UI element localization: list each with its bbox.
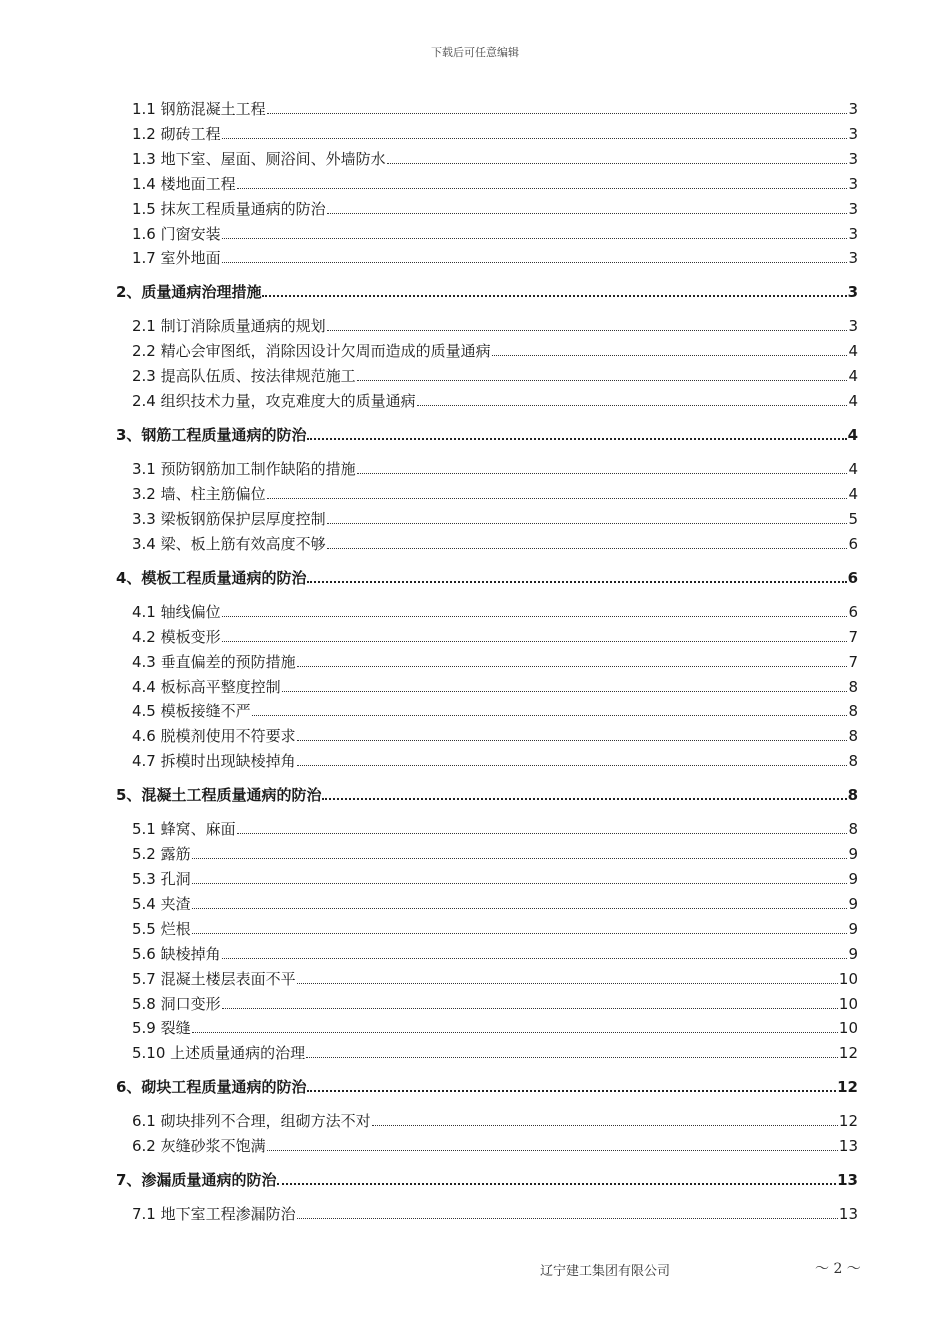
toc-entry-title: 7、渗漏质量通病的防治 (116, 1171, 277, 1190)
toc-entry-title: 6、砌块工程质量通病的防治 (116, 1078, 307, 1097)
toc-dot-leader (222, 261, 848, 263)
toc-entry-page: 9 (848, 944, 858, 963)
toc-subsection-entry[interactable] (132, 534, 858, 554)
toc-dot-leader (222, 640, 848, 642)
toc-subsection-entry[interactable] (132, 751, 858, 771)
toc-subsection-entry[interactable] (132, 602, 858, 622)
toc-entry-page: 3 (848, 100, 858, 118)
toc-subsection-entry[interactable] (132, 844, 858, 864)
toc-entry-page: 13 (837, 1171, 858, 1190)
toc-dot-leader (297, 764, 848, 766)
toc-entry-title: 4、模板工程质量通病的防治 (116, 568, 307, 587)
toc-dot-leader (327, 547, 848, 549)
toc-entry-page: 7 (848, 652, 858, 671)
toc-entry-title: 6.1 砌块排列不合理，组砌方法不对 (132, 1112, 371, 1131)
toc-entry-title: 1.2 砌砖工程 (132, 124, 221, 143)
toc-section-entry[interactable] (116, 1077, 858, 1097)
toc-entry-page: 9 (848, 845, 858, 864)
toc-entry-page: 8 (848, 752, 858, 771)
toc-entry-title: 4.6 脱模剂使用不符要求 (132, 727, 296, 746)
toc-entry-title: 4.4 板标高平整度控制 (132, 677, 281, 696)
toc-subsection-entry[interactable] (132, 224, 858, 244)
toc-section-entry[interactable] (116, 568, 858, 588)
toc-entry-page: 10 (838, 969, 858, 988)
toc-subsection-entry[interactable] (132, 199, 858, 219)
toc-section-entry[interactable] (116, 785, 858, 805)
toc-subsection-entry[interactable] (132, 677, 858, 697)
toc-entry-page: 3 (848, 199, 858, 218)
toc-entry-page: 10 (838, 994, 858, 1013)
toc-entry-page: 9 (848, 894, 858, 913)
toc-subsection-entry[interactable] (132, 969, 858, 989)
toc-dot-leader (192, 907, 848, 909)
toc-entry-title: 1.1 钢筋混凝土工程 (132, 100, 266, 118)
toc-entry-title: 5.5 烂根 (132, 919, 191, 938)
toc-entry-page: 13 (838, 1137, 858, 1156)
toc-subsection-entry[interactable] (132, 627, 858, 647)
toc-dot-leader (192, 882, 848, 884)
toc-entry-title: 3.4 梁、板上筋有效高度不够 (132, 534, 326, 553)
toc-subsection-entry[interactable] (132, 366, 858, 386)
toc-subsection-entry[interactable] (132, 341, 858, 361)
toc-entry-page: 4 (848, 392, 858, 411)
toc-subsection-entry[interactable] (132, 484, 858, 504)
toc-entry-page: 3 (848, 174, 858, 193)
toc-entry-page: 10 (838, 1019, 858, 1038)
toc-subsection-entry[interactable] (132, 316, 858, 336)
toc-entry-title: 6.2 灰缝砂浆不饱满 (132, 1137, 266, 1156)
toc-entry-page: 4 (847, 426, 858, 445)
toc-entry-title: 3.3 梁板钢筋保护层厚度控制 (132, 509, 326, 528)
toc-dot-leader (307, 437, 846, 440)
toc-dot-leader (192, 1031, 838, 1033)
toc-dot-leader (192, 932, 848, 934)
toc-entry-page: 9 (848, 870, 858, 888)
toc-dot-leader (306, 1056, 838, 1058)
toc-dot-leader (267, 497, 848, 499)
toc-entry-page: 8 (847, 786, 858, 805)
toc-entry-title: 5.1 蜂窝、麻面 (132, 820, 236, 839)
toc-entry-title: 4.7 拆模时出现缺棱掉角 (132, 752, 296, 771)
toc-entry-title: 2.3 提高队伍质、按法律规范施工 (132, 367, 356, 386)
toc-dot-leader (237, 832, 848, 834)
toc-entry-title: 5.2 露筋 (132, 845, 191, 864)
toc-entry-title: 3.1 预防钢筋加工制作缺陷的措施 (132, 460, 356, 479)
toc-entry-page: 12 (838, 1112, 858, 1131)
toc-subsection-entry[interactable] (132, 1018, 858, 1038)
toc-subsection-entry[interactable] (132, 99, 858, 119)
toc-entry-page: 4 (848, 342, 858, 361)
toc-entry-title: 1.5 抹灰工程质量通病的防治 (132, 199, 326, 218)
toc-entry-page: 3 (848, 317, 858, 336)
toc-section-entry[interactable] (116, 282, 858, 302)
toc-subsection-entry[interactable] (132, 652, 858, 672)
toc-dot-leader (327, 522, 848, 524)
toc-entry-page: 3 (848, 124, 858, 143)
toc-dot-leader (267, 1149, 838, 1151)
toc-dot-leader (237, 187, 848, 189)
toc-entry-page: 8 (848, 727, 858, 746)
toc-entry-page: 3 (847, 283, 858, 302)
toc-section-entry[interactable] (116, 1170, 858, 1190)
toc-entry-page: 13 (838, 1205, 858, 1224)
toc-dot-leader (297, 665, 848, 667)
toc-subsection-entry[interactable] (132, 869, 858, 889)
toc-dot-leader (297, 1217, 838, 1219)
toc-subsection-entry[interactable] (132, 1043, 858, 1063)
toc-entry-page: 9 (848, 919, 858, 938)
toc-dot-leader (322, 797, 846, 800)
toc-entry-title: 4.1 轴线偏位 (132, 602, 221, 621)
toc-subsection-entry[interactable] (132, 894, 858, 914)
toc-dot-leader (357, 472, 848, 474)
toc-entry-page: 4 (848, 460, 858, 479)
toc-subsection-entry[interactable] (132, 819, 858, 839)
toc-entry-title: 5.6 缺棱掉角 (132, 944, 221, 963)
toc-entry-page: 7 (848, 627, 858, 646)
toc-dot-leader (277, 1182, 836, 1185)
toc-entry-title: 2、质量通病治理措施 (116, 283, 262, 302)
toc-entry-page: 4 (848, 485, 858, 503)
toc-dot-leader (267, 112, 848, 114)
toc-entry-page: 3 (848, 249, 858, 268)
toc-entry-page: 6 (847, 568, 858, 587)
toc-entry-title: 5.4 夹渣 (132, 894, 191, 913)
toc-entry-page: 6 (848, 602, 858, 621)
toc-subsection-entry[interactable] (132, 1136, 858, 1156)
toc-subsection-entry[interactable] (132, 174, 858, 194)
toc-dot-leader (327, 329, 848, 331)
toc-entry-page: 5 (848, 509, 858, 528)
toc-subsection-entry[interactable] (132, 726, 858, 746)
toc-entry-page: 3 (848, 224, 858, 243)
toc-dot-leader (297, 982, 838, 984)
toc-dot-leader (327, 212, 848, 214)
toc-dot-leader (262, 294, 846, 297)
toc-subsection-entry[interactable] (132, 994, 858, 1014)
toc-subsection-entry[interactable] (132, 1111, 858, 1131)
toc-entry-page: 3 (848, 149, 858, 168)
toc-dot-leader (357, 379, 848, 381)
toc-entry-title: 5、混凝土工程质量通病的防治 (116, 786, 322, 805)
footer-company: 辽宁建工集团有限公司 (540, 1264, 671, 1279)
toc-entry-title: 1.3 地下室、屋面、厕浴间、外墙防水 (132, 149, 386, 168)
toc-subsection-entry[interactable] (132, 459, 858, 479)
toc-subsection-entry[interactable] (132, 919, 858, 939)
toc-subsection-entry[interactable] (132, 944, 858, 964)
toc-entry-title: 5.3 孔洞 (132, 870, 191, 888)
toc-dot-leader (222, 957, 848, 959)
toc-subsection-entry[interactable] (132, 248, 858, 268)
header-note: 下载后可任意编辑 (431, 46, 519, 59)
toc-dot-leader (222, 1007, 838, 1009)
toc-entry-title: 3、钢筋工程质量通病的防治 (116, 426, 307, 445)
toc-entry-page: 8 (848, 677, 858, 696)
toc-entry-title: 4.3 垂直偏差的预防措施 (132, 652, 296, 671)
toc-entry-page: 8 (848, 820, 858, 839)
toc-dot-leader (222, 237, 848, 239)
toc-subsection-entry[interactable] (132, 1204, 858, 1224)
toc-dot-leader (297, 739, 848, 741)
toc-entry-title: 5.7 混凝土楼层表面不平 (132, 969, 296, 988)
toc-entry-title: 5.8 洞口变形 (132, 994, 221, 1013)
toc-entry-page: 12 (837, 1078, 858, 1097)
toc-entry-title: 7.1 地下室工程渗漏防治 (132, 1205, 296, 1224)
toc-dot-leader (387, 162, 848, 164)
toc-entry-title: 4.5 模板接缝不严 (132, 702, 251, 721)
toc-entry-title: 2.2 精心会审图纸，消除因设计欠周而造成的质量通病 (132, 342, 491, 361)
toc-dot-leader (222, 615, 848, 617)
toc-subsection-entry[interactable] (132, 701, 858, 721)
toc-subsection-entry[interactable] (132, 391, 858, 411)
toc-dot-leader (252, 714, 848, 716)
toc-section-entry[interactable] (116, 425, 858, 445)
toc-entry-title: 2.4 组织技术力量，攻克难度大的质量通病 (132, 392, 416, 411)
toc-entry-title: 1.4 楼地面工程 (132, 174, 236, 193)
toc-entry-title: 3.2 墙、柱主筋偏位 (132, 485, 266, 503)
toc-entry-title: 1.6 门窗安装 (132, 224, 221, 243)
toc-entry-title: 2.1 制订消除质量通病的规划 (132, 317, 326, 336)
toc-entry-title: 5.10 上述质量通病的治理 (132, 1044, 306, 1063)
toc-dot-leader (192, 857, 848, 859)
toc-dot-leader (222, 137, 848, 139)
toc-dot-leader (372, 1124, 838, 1126)
footer-page-number: ～ 2 ～ (815, 1261, 861, 1277)
toc-dot-leader (492, 354, 848, 356)
toc-entry-title: 4.2 模板变形 (132, 627, 221, 646)
toc-entry-page: 6 (848, 534, 858, 553)
toc-entry-page: 12 (838, 1044, 858, 1063)
toc-subsection-entry[interactable] (132, 124, 858, 144)
toc-entry-page: 8 (848, 702, 858, 721)
toc-entry-title: 5.9 裂缝 (132, 1019, 191, 1038)
toc-subsection-entry[interactable] (132, 149, 858, 169)
toc-dot-leader (307, 580, 846, 583)
toc-dot-leader (282, 690, 848, 692)
toc-entry-title: 1.7 室外地面 (132, 249, 221, 268)
toc-subsection-entry[interactable] (132, 509, 858, 529)
toc-dot-leader (417, 404, 848, 406)
toc-entry-page: 4 (848, 367, 858, 386)
toc-dot-leader (307, 1089, 836, 1092)
